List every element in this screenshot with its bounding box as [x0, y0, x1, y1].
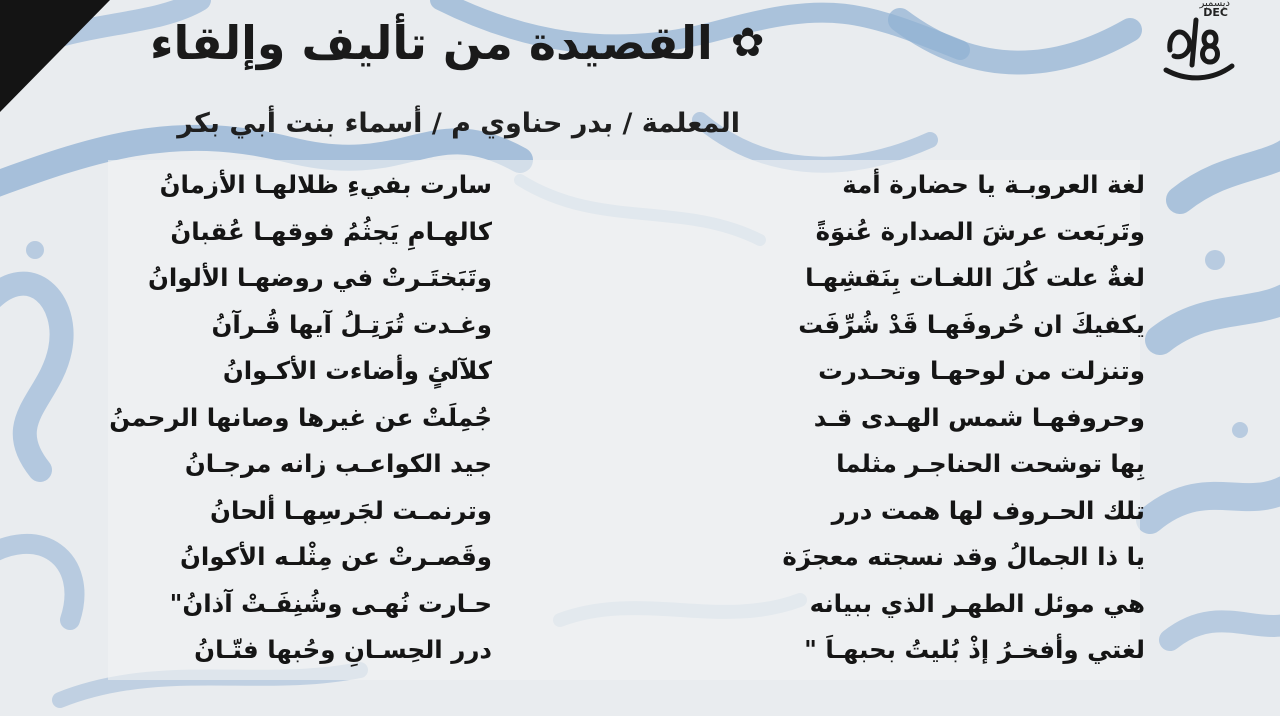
logo-calligraphy-mark [1158, 10, 1238, 85]
poem-column-left [109, 162, 492, 674]
verse-line: لغتي وأفخـرُ إذْ بُليتُ بحبهـاَ " [804, 635, 1145, 664]
verse-line: هي موئل الطهـر الذي ببيانه [809, 588, 1145, 618]
logo-month-ar: ديسمبر [1199, 0, 1230, 9]
verse-line: يا ذا الجمالُ وقد نسجته معجزَة [782, 542, 1145, 571]
verse-line: يكفيكَ ان حُروفَهـا قَدْ شُرِّفَت [798, 309, 1145, 339]
verse-line: وتَربَعت عرشَ الصدارة عُنوَةً [815, 216, 1145, 246]
page-title: القصيدة من تأليف وإلقاء [150, 16, 713, 70]
verse-line: جيد الكواعـب زانه مرجـانُ [184, 449, 492, 478]
verse-line: تلك الحـروف لها همت درر [831, 495, 1145, 525]
verse-line: كلآلئٍ وأضاءت الأكـوانُ [222, 356, 492, 385]
verse-line: لغةٌ علت كُلَ اللغـات بِنَقشِهـا [805, 263, 1145, 292]
verse-line: وقَصـرتْ عن مِثْلـه الأكوانُ [180, 542, 492, 571]
logo-month-en: DEC [1203, 6, 1228, 19]
verse-line: وتَبَختَـرتْ في روضهـا الألوانُ [147, 263, 492, 292]
verse-line: كالهـامِ يَجثُمُ فوقهـا عُقبانُ [170, 216, 492, 246]
verse-line: وغـدت تُرَتِـلُ آيها قُـرآنُ [211, 309, 492, 339]
date-logo [1150, 0, 1268, 92]
corner-triangle [0, 0, 110, 112]
flower-icon: ✿ [730, 20, 765, 66]
verse-line: وتنزلت من لوحهـا وتحـدرت [818, 356, 1145, 385]
teacher-name: المعلمة / بدر حناوي م / أسماء بنت أبي بكر [177, 108, 740, 139]
verse-line: وحروفهـا شمس الهـدى قـد [813, 402, 1145, 432]
poem-column-right [782, 162, 1145, 674]
verse-line: جُمِلَتْ عن غيرها وصانها الرحمنُ [109, 402, 492, 432]
title-row [150, 12, 890, 74]
verse-line: لغة العروبـة يا حضارة أمة [842, 170, 1145, 199]
verse-line: وترنمـت لجَرسِهـا ألحانُ [210, 495, 492, 525]
verse-line: بِها توشحت الحناجـر مثلما [836, 449, 1145, 478]
verse-line: سارت بفيءِ ظلالهـا الأزمانُ [159, 170, 492, 199]
verse-line: حـارت نُهـى وشُنِفَـتْ آذانُ" [169, 588, 492, 618]
verse-line: درر الحِسـانِ وحُبها فتّـانُ [194, 635, 492, 664]
